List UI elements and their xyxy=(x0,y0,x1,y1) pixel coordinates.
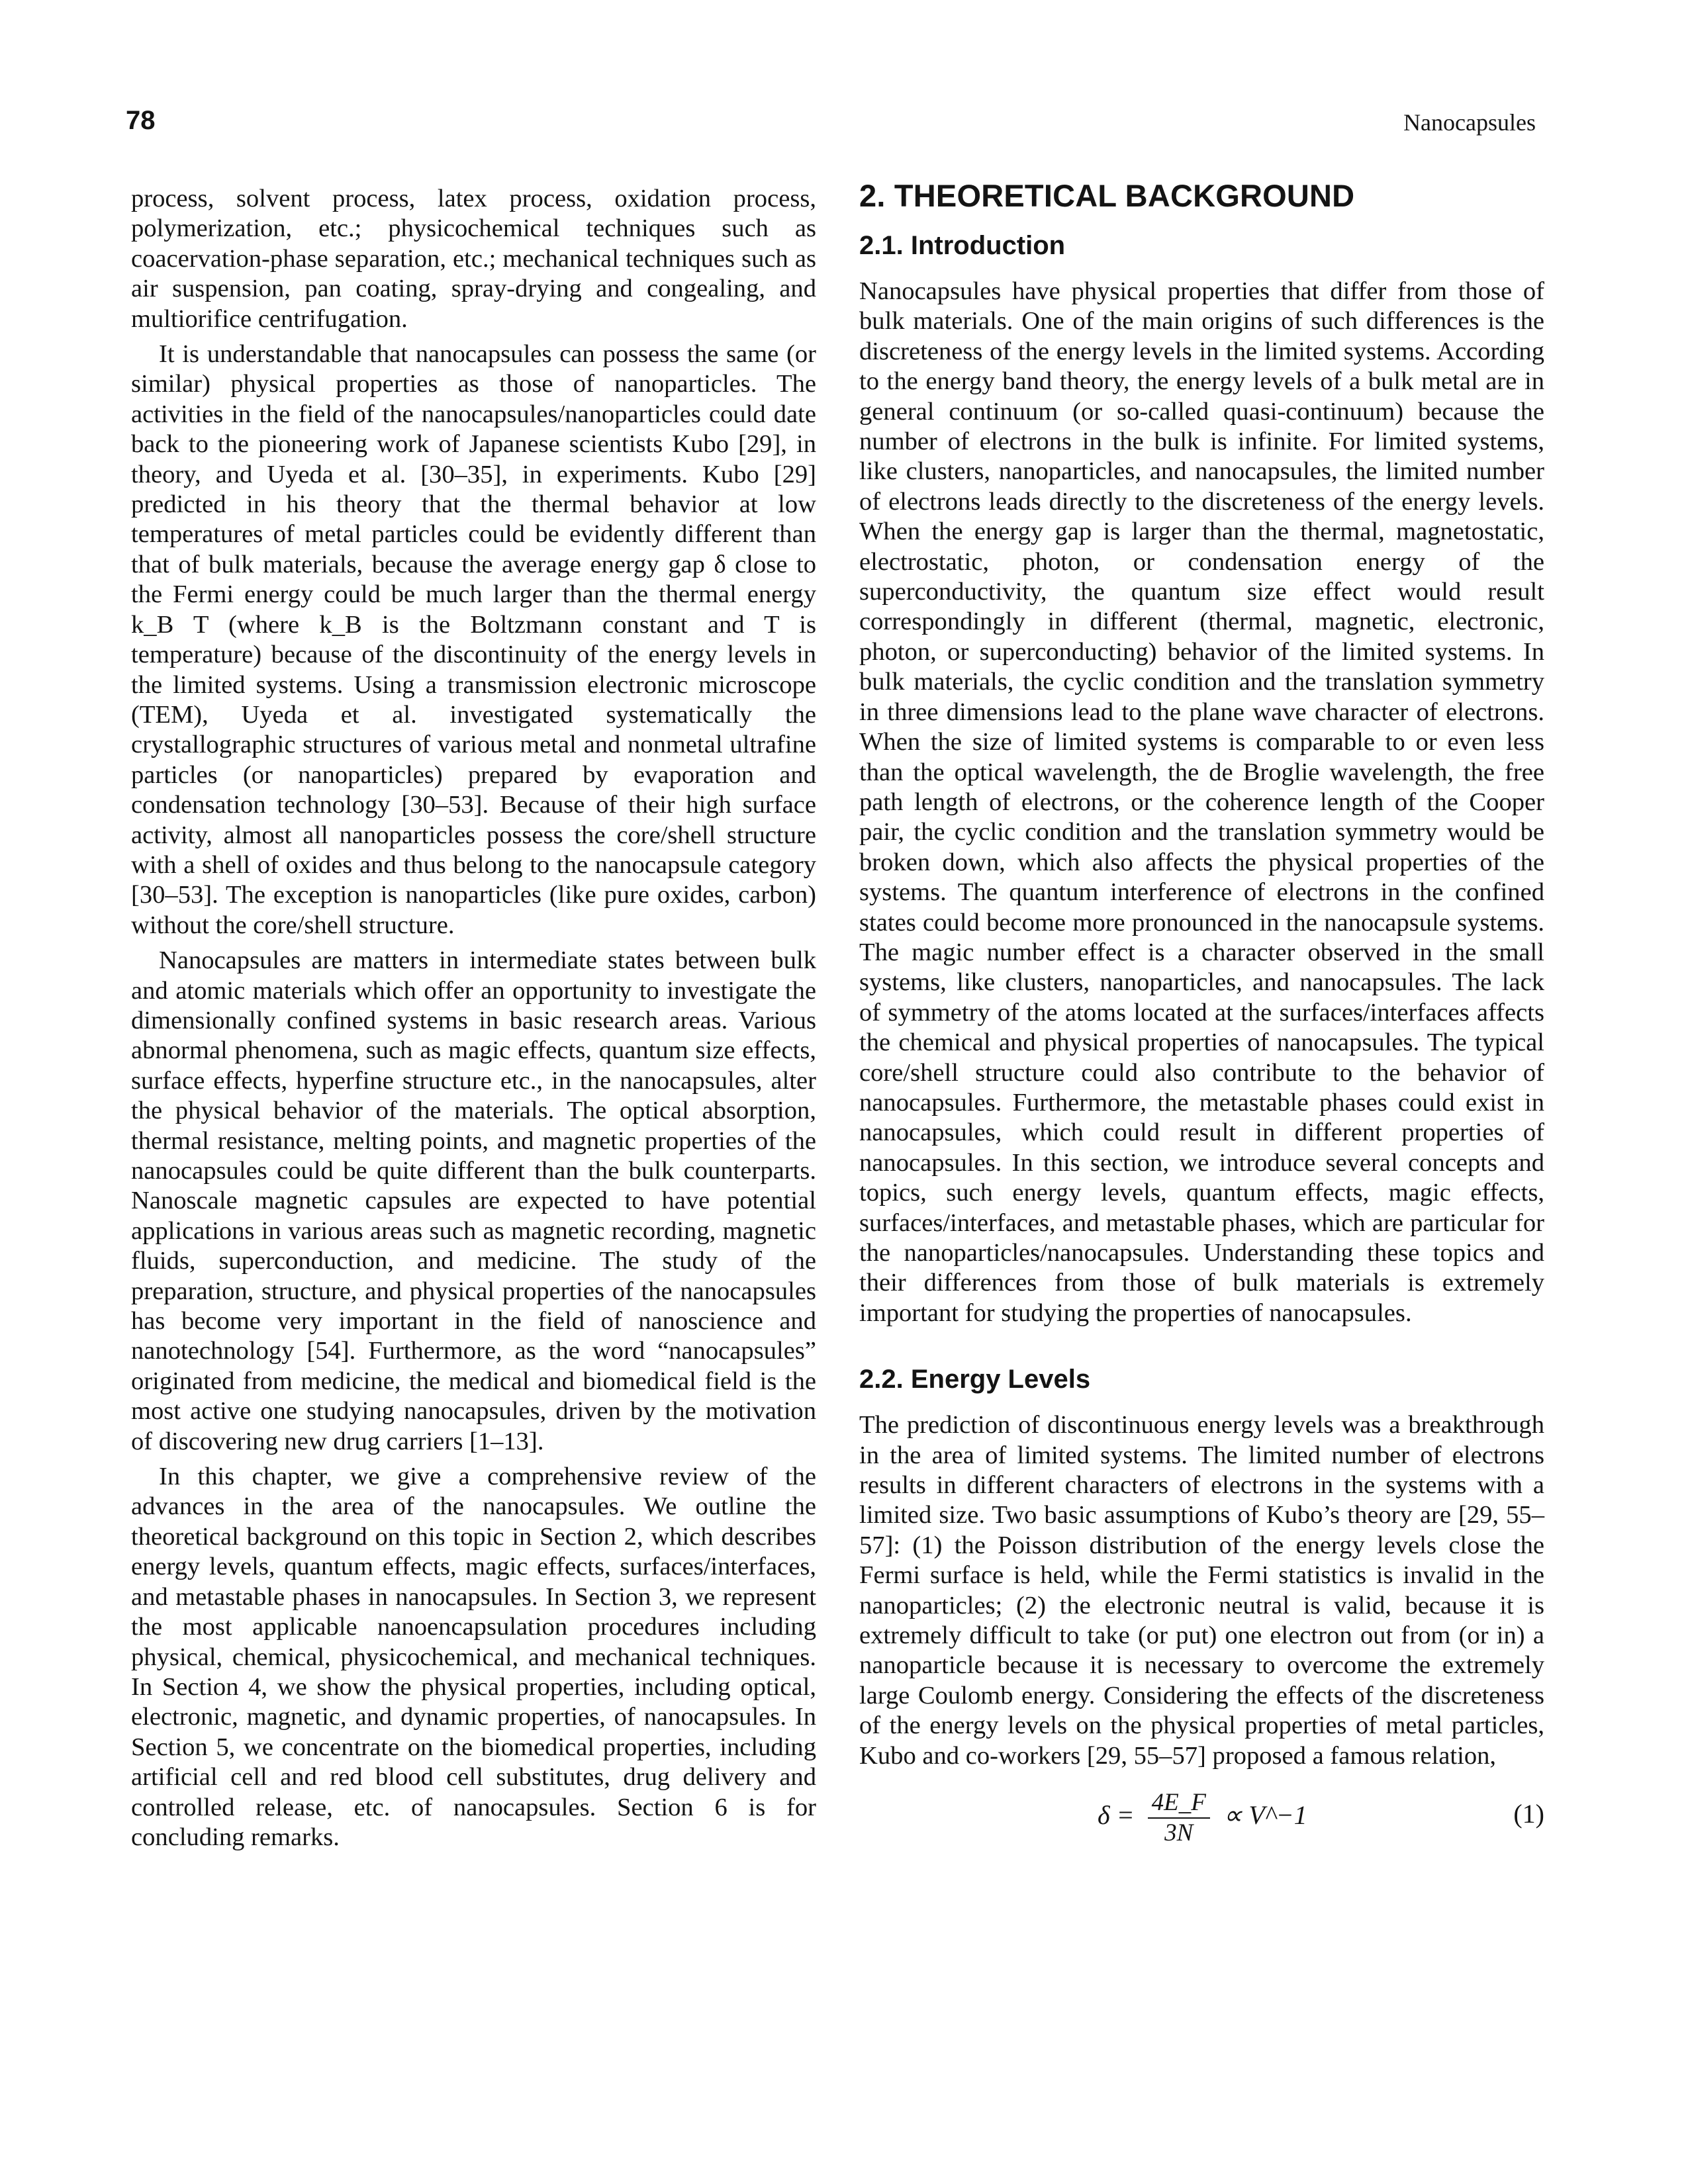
equation-1 xyxy=(859,1783,1544,1846)
equation-denominator: 3N xyxy=(1164,1819,1194,1847)
running-title: Nanocapsules xyxy=(1403,109,1536,136)
equation-numerator: 4E_F xyxy=(1148,1788,1210,1819)
equation-body xyxy=(1098,1788,1307,1848)
paragraph-continuation: process, solvent process, latex process, oxidation process, polymerization, etc.; physicochemical techniques such as coacervation-phase separation, etc.; mechanical techniques such as air suspension, pan coating, spray-drying and congealing, and multiorifice centrifugation. xyxy=(131,185,816,333)
equation-lhs: δ = xyxy=(1098,1800,1135,1831)
left-column xyxy=(131,184,816,1852)
right-column xyxy=(859,177,1544,1846)
page-number: 78 xyxy=(126,106,156,135)
equation-number: (1) xyxy=(1513,1799,1544,1829)
paragraph-history: It is understandable that nanocapsules can possess the same (or similar) physical properties as those of nanoparticles. The activities in the field of the nanocapsules/nanoparticles could date back to the pioneering work of Japanese scientists Kubo [29], in theory, and Uyeda et al. [30–35], in experiments. Kubo [29] predicted in his theory that the thermal behavior at low temperatures of metal particles could be evidently different than that of bulk materials, because the average energy gap δ close to the Fermi energy could be much larger than the thermal energy k_B T (where k_B is the Boltzmann constant and T is temperature) because of the discontinuity of the energy levels in the limited systems. Using a transmission electronic microscope (TEM), Uyeda et al. investigated systematically the crystallographic structures of various metal and nonmetal ultrafine particles (or nanoparticles) prepared by evaporation and condensation technology [30–53]. Because of their high surface activity, almost all nanoparticles possess the core/shell structure with a shell of oxides and thus belong to the nanocapsule category [30–53]. The exception is nanoparticles (like pure oxides, carbon) without the core/shell structure. xyxy=(131,340,816,939)
equation-rhs: ∝ V^−1 xyxy=(1223,1800,1307,1831)
section-heading: 2. THEORETICAL BACKGROUND xyxy=(859,178,1355,213)
subsection-heading-energy-levels: 2.2. Energy Levels xyxy=(859,1365,1091,1394)
paragraph-intermediate-states: Nanocapsules are matters in intermediate states between bulk and atomic materials which offer an opportunity to investigate the dimensionally confined systems in basic research areas. Various abnormal phenomena, such as magic effects, quantum size effects, surface effects, hyperfine structure etc., in the nanocapsules, alter the physical behavior of the materials. The optical absorption, thermal resistance, melting points, and magnetic properties of the nanocapsules could be quite different than the bulk counterparts. Nanoscale magnetic capsules are expected to have potential applications in various areas such as magnetic recording, magnetic fluids, superconduction, and medicine. The study of the preparation, structure, and physical properties of the nanocapsules has become very important in the field of nanoscience and nanotechnology [54]. Furthermore, as the word “nanocapsules” originated from medicine, the medical and biomedical field is the most active one studying nanocapsules, driven by the motivation of discovering new drug carriers [1–13]. xyxy=(131,946,816,1455)
equation-fraction xyxy=(1148,1788,1210,1848)
subsection-heading-introduction: 2.1. Introduction xyxy=(859,231,1066,260)
paragraph-chapter-outline: In this chapter, we give a comprehensive review of the advances in the area of the nanocapsules. We outline the theoretical background on this topic in Section 2, which describes energy levels, quantum effects, magic effects, surfaces/interfaces, and metastable phases in nanocapsules. In Section 3, we represent the most applicable nanoencapsulation procedures including physical, chemical, physicochemical, and mechanical techniques. In Section 4, we show the physical properties, including optical, electronic, magnetic, and dynamic properties, of nanocapsules. In Section 5, we concentrate on the biomedical properties, including artificial cell and red blood cell substitutes, drug delivery and controlled release, etc. of nanocapsules. Section 6 is for concluding remarks. xyxy=(131,1463,816,1851)
paragraph-energy-levels: The prediction of discontinuous energy levels was a breakthrough in the area of limited systems. The limited number of electrons results in different characters of electrons in the systems with a limited size. Two basic assumptions of Kubo’s theory are [29, 55–57]: (1) the Poisson distribution of the energy levels close the Fermi surface is held, while the Fermi statistics is invalid in the nanoparticles; (2) the electronic neutral is valid, because it is extremely difficult to take (or put) one electron out from (or in) a nanoparticle because it is necessary to overcome the extremely large Coulomb energy. Considering the effects of the discreteness of the energy levels on the physical properties of metal particles, Kubo and co-workers [29, 55–57] proposed a famous relation, xyxy=(859,1411,1544,1770)
paragraph-introduction: Nanocapsules have physical properties that differ from those of bulk materials. One of the main origins of such differences is the discreteness of the energy levels in the limited systems. According to the energy band theory, the energy levels of a bulk metal are in general continuum (or so-called quasi-continuum) because the number of electrons in the bulk is infinite. For limited systems, like clusters, nanoparticles, and nanocapsules, the limited number of electrons leads directly to the discreteness of the energy levels. When the energy gap is larger than the thermal, magnetostatic, electrostatic, photon, or condensation energy of the superconductivity, the quantum size effect would result correspondingly in different (thermal, magnetic, electronic, photon, or superconducting) behavior of the limited systems. In bulk materials, the cyclic condition and the translation symmetry in three dimensions lead to the plane wave character of electrons. When the size of limited systems is comparable to or even less than the optical wavelength, the de Broglie wavelength, the free path length of electrons, or the coherence length of the Cooper pair, the cyclic condition and the translation symmetry would be broken down, which also affects the physical properties of the systems. The quantum interference of electrons in the confined states could become more pronounced in the nanocapsule systems. The magic number effect is a character observed in the small systems, like clusters, nanoparticles, and nanocapsules. The lack of symmetry of the atoms located at the surfaces/interfaces affects the chemical and physical properties of nanocapsules. The typical core/shell structure could also contribute to the behavior of nanocapsules. Furthermore, the metastable phases could exist in nanocapsules, which could result in different properties of nanocapsules. In this section, we introduce several concepts and topics, such energy levels, quantum effects, magic effects, surfaces/interfaces, and metastable phases, which are particular for the nanoparticles/nanocapsules. Understanding these topics and their differences from those of bulk materials is extremely important for studying the properties of nanocapsules. xyxy=(859,277,1544,1327)
running-head xyxy=(126,106,1536,146)
